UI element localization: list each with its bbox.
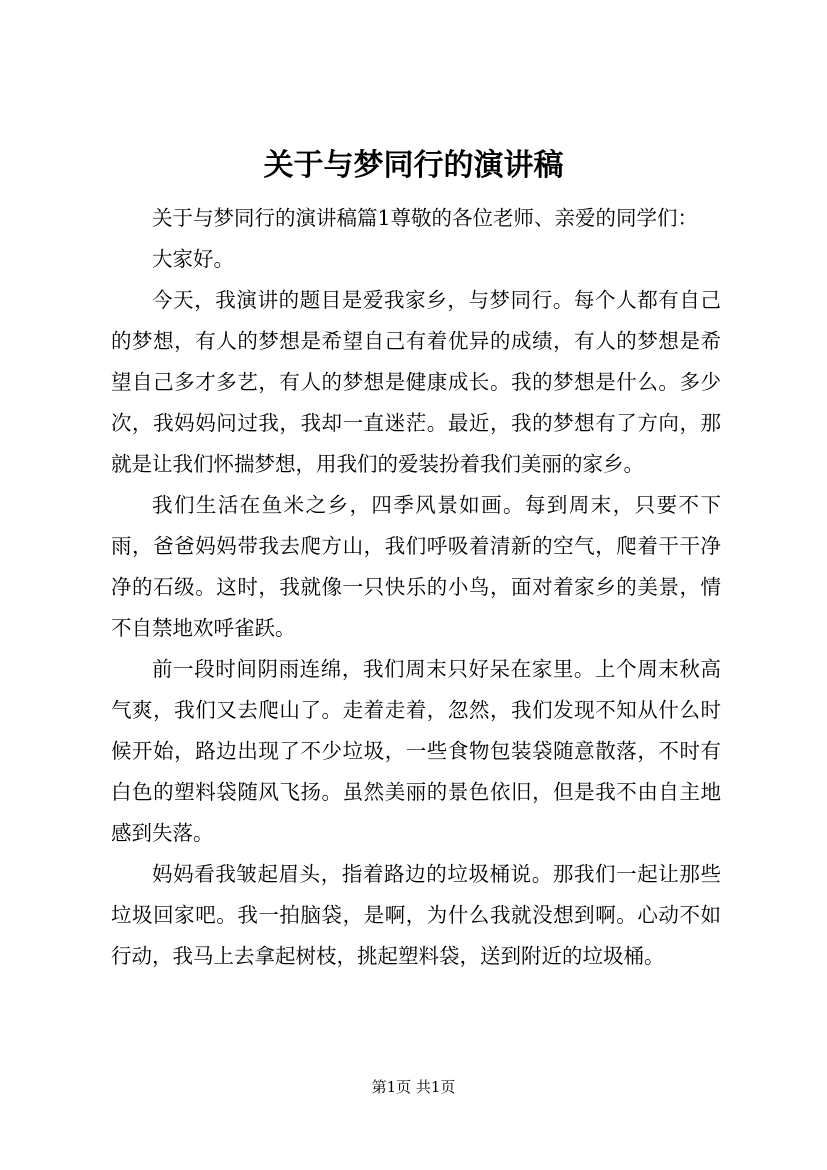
paragraph-greeting: 大家好。	[152, 247, 234, 271]
paragraph-hometown: 我们生活在鱼米之乡，四季风景如画。每到周末，只要不下雨，爸爸妈妈带我去爬方山，我们呼吸着清新的空气，爬着干干净净的石级。这时，我就像一只快乐的小鸟，面对着家乡的美景，情不自禁地欢呼雀跃。	[111, 493, 721, 640]
page-number-footer: 第1页 共1页	[371, 1078, 456, 1096]
document-title: 关于与梦同行的演讲稿	[263, 148, 564, 183]
paragraph-dream: 今天，我演讲的题目是爱我家乡，与梦同行。每个人都有自己的梦想，有人的梦想是希望自己有着优异的成绩，有人的梦想是希望自己多才多艺，有人的梦想是健康成长。我的梦想是什么。多少次，我妈妈问过我，我却一直迷茫。最近，我的梦想有了方向，那就是让我们怀揣梦想，用我们的爱装扮着我们美丽的家乡。	[111, 288, 721, 476]
paragraph-opening: 关于与梦同行的演讲稿篇1尊敬的各位老师、亲爱的同学们：	[152, 206, 699, 230]
paragraph-action: 妈妈看我皱起眉头，指着路边的垃圾桶说。那我们一起让那些垃圾回家吧。我一拍脑袋，是啊，为什么我就没想到啊。心动不如行动，我马上去拿起树枝，挑起塑料袋，送到附近的垃圾桶。	[111, 862, 721, 968]
paragraph-litter: 前一段时间阴雨连绵，我们周末只好呆在家里。上个周末秋高气爽，我们又去爬山了。走着走着，忽然，我们发现不知从什么时候开始，路边出现了不少垃圾，一些食物包装袋随意散落，不时有白色的塑料袋随风飞扬。虽然美丽的景色依旧，但是我不由自主地感到失落。	[111, 657, 721, 845]
document-body	[111, 198, 721, 977]
